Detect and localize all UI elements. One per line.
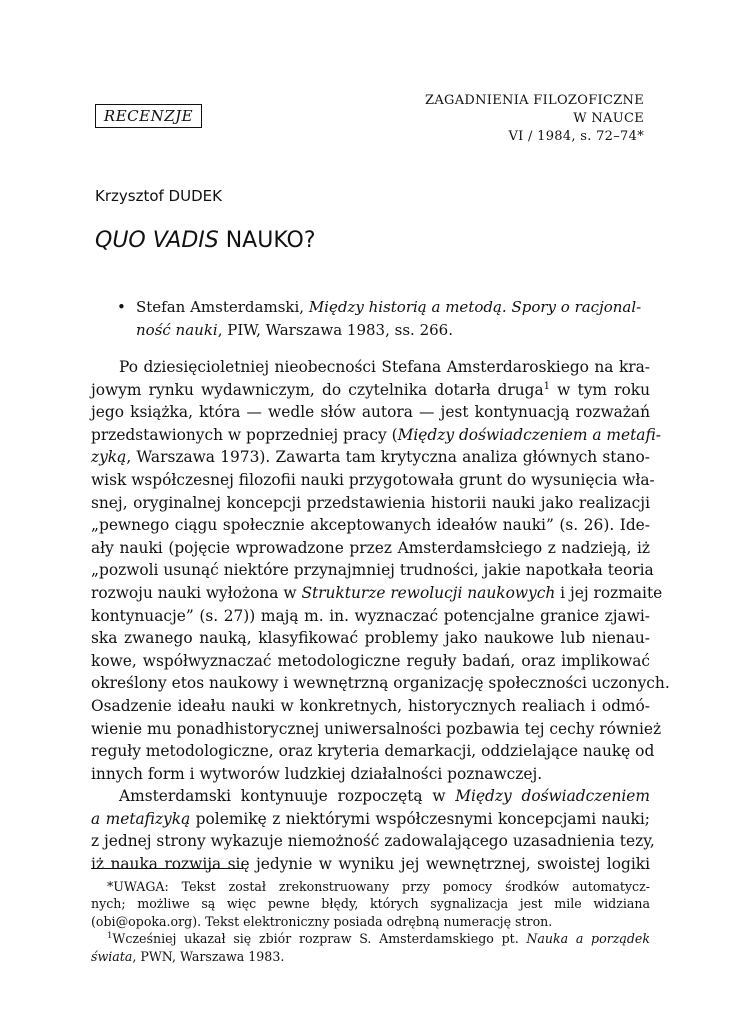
reviewed-title-2: ność nauki	[136, 321, 218, 339]
footnote-line	[91, 948, 650, 965]
body-line: innych form i wytworów ludzkiej działalności poznawczej.	[91, 764, 543, 783]
reviewed-author: Stefan Amsterdamski,	[136, 298, 309, 316]
footnote-number: 1	[107, 931, 113, 942]
body-line: „pewnego ciągu społecznie akceptowanych ideałów nauki” (s. 26). Ide-	[91, 516, 650, 535]
journal-info	[425, 92, 644, 146]
footnote-italic: Nauka a porządek	[526, 931, 651, 947]
footnote-line: *UWAGA: Tekst został zrekonstruowany przy pomocy środków automatycz-	[107, 879, 650, 894]
footnote-divider	[91, 868, 243, 869]
body-text: jowym rynku wydawniczym, do czytelnika dotarła druga	[91, 380, 544, 399]
footnotes	[91, 878, 650, 965]
reviewed-title-1: Między historią a metodą. Spory o racjonal-	[308, 298, 642, 316]
body-italic: Między doświadczeniem a metafi-	[397, 425, 661, 444]
body-line: wisk współczesnej filozofii nauki przygotowała grunt do wysunięcia wła-	[91, 470, 655, 489]
body-line: określony etos naukowy i wewnętrzną organizację społeczności uczonych.	[91, 674, 670, 693]
body-line	[91, 379, 650, 402]
footnote-ref: 1	[543, 380, 551, 392]
footnote-text: Wcześniej ukazał się zbiór rozpraw S. Amsterdamskiego pt.	[112, 931, 527, 947]
article-author: Krzysztof DUDEK	[95, 187, 222, 205]
footnote-text: , PWN, Warszawa 1983.	[132, 948, 285, 964]
body-line: ska zwanego nauką, klasyfikować problemy jako naukowe lub nienau-	[91, 629, 650, 648]
body-line: kowe, współwyznaczać metodologiczne reguły badań, oraz implikować	[91, 651, 650, 670]
article-title	[95, 228, 316, 253]
body-line: iż nauka rozwija się jedynie w wyniku jej wewnętrznej, swoistej logiki	[91, 855, 650, 874]
footnote-line: (obi@opoka.org). Tekst elektroniczny posiada odrębną numerację stron.	[91, 913, 553, 929]
body-text: i jej rozmaite	[555, 583, 663, 602]
body-line	[91, 424, 661, 447]
body-line: z jednej strony wykazuje niemożność zadowalającego uzasadnienia tezy,	[91, 832, 655, 851]
body-line: ały nauki (pojęcie wprowadzone przez Amsterdamsłciego z nadzieją, iż	[91, 538, 650, 557]
article-body	[91, 356, 670, 876]
body-line	[91, 446, 650, 469]
body-line: Po dziesięcioletniej nieobecności Stefana Amsterdaroskiego na kra-	[119, 358, 650, 376]
body-italic: zyką	[91, 448, 127, 467]
reviewed-publisher: , PIW, Warszawa 1983, ss. 266.	[217, 321, 453, 339]
footnote-line	[91, 930, 650, 947]
body-text: Amsterdamski kontynuuje rozpoczętą w	[119, 787, 456, 806]
body-text: rozwoju nauki wyłożona w	[91, 583, 302, 602]
body-line: Osadzenie ideału nauki w konkretnych, historycznych realiach i odmó-	[91, 696, 650, 715]
body-line: jego książka, która — wedle słów autora — jest kontynuacją rozważań	[91, 403, 650, 422]
reviewed-work-line-1	[136, 296, 641, 319]
body-text: w tym roku	[550, 380, 650, 399]
body-text: , Warszawa 1973). Zawarta tam krytyczna analiza głównych stano-	[126, 448, 650, 467]
journal-issue: VI / 1984, s. 72–74*	[508, 129, 644, 144]
body-line: kontynuacje” (s. 27)) mają m. in. wyznaczać potencjalne granice zjawi-	[91, 606, 650, 625]
body-line: reguły metodologiczne, oraz kryteria demarkacji, oddzielające naukę od	[91, 742, 655, 761]
section-label-box	[95, 104, 202, 128]
body-line	[91, 582, 663, 605]
body-italic: a metafizyką	[91, 809, 191, 828]
section-label: RECENZJE	[103, 107, 194, 125]
body-line	[91, 808, 650, 831]
journal-name: ZAGADNIENIA FILOZOFICZNE	[425, 93, 644, 108]
bullet-icon: •	[117, 298, 126, 316]
body-text: przedstawionych w poprzedniej pracy (	[91, 425, 398, 444]
body-line: „pozwoli usunąć niektóre przynajmniej trudności, jakie napotkała teoria	[91, 561, 654, 580]
body-line	[91, 785, 650, 808]
body-line: snej, oryginalnej koncepcji przedstawienia historii nauki jako realizacji	[91, 493, 650, 512]
body-text: polemikę z niektórymi współczesnymi koncepcjami nauki;	[190, 809, 650, 828]
footnote-italic: świata	[91, 948, 133, 964]
body-italic: Między doświadczeniem	[455, 787, 650, 806]
title-rest: NAUKO?	[218, 228, 316, 253]
journal-subtitle: W NAUCE	[573, 111, 644, 126]
body-italic: Strukturze rewolucji naukowych	[301, 583, 556, 602]
reviewed-work-line-2	[136, 319, 453, 342]
footnote-line: nych; możliwe są więc pewne błędy, których sygnalizacja jest mile widziana	[91, 896, 650, 912]
title-italic: QUO VADIS	[95, 228, 219, 253]
body-line: wienie mu ponadhistorycznej uniwersalności pozbawia tej cechy również	[91, 719, 662, 738]
